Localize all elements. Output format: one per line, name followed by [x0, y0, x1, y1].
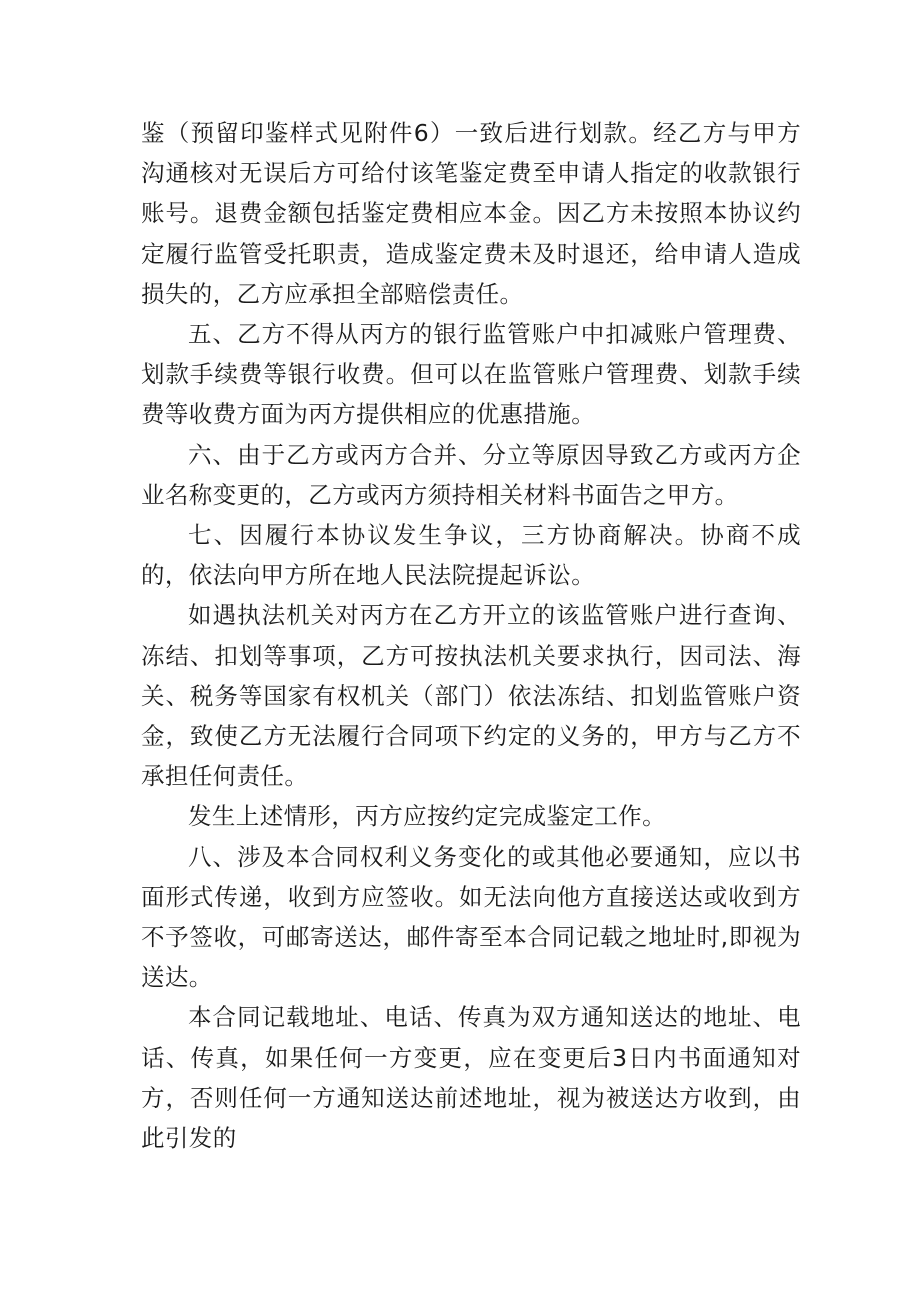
- paragraph-7: 八、涉及本合同权利义务变化的或其他必要通知，应以书面形式传递，收到方应签收。如无法向他方直接送达或收到方不予签收，可邮寄送达，邮件寄至本合同记载之地址时,即视为送达。: [141, 842, 801, 992]
- paragraph-4: 七、因履行本协议发生争议，三方协商解决。协商不成的，依法向甲方所在地人民法院提起诉讼。: [141, 521, 801, 590]
- paragraph-3: 六、由于乙方或丙方合并、分立等原因导致乙方或丙方企业名称变更的，乙方或丙方须持相关材料书面告之甲方。: [141, 440, 801, 509]
- document-body: [141, 113, 801, 1158]
- paragraph-8: 本合同记载地址、电话、传真为双方通知送达的地址、电话、传真，如果任何一方变更，应在变更后3日内书面通知对方，否则任何一方通知送达前述地址，视为被送达方收到，由此引发的: [141, 1003, 801, 1153]
- paragraph-5: 如遇执法机关对丙方在乙方开立的该监管账户进行查询、冻结、扣划等事项，乙方可按执法机关要求执行，因司法、海关、税务等国家有权机关（部门）依法冻结、扣划监管账户资金，致使乙方无法履行合同项下约定的义务的，甲方与乙方不承担任何责任。: [141, 601, 801, 791]
- paragraph-1: 鉴（预留印鉴样式见附件6）一致后进行划款。经乙方与甲方沟通核对无误后方可给付该笔鉴定费至申请人指定的收款银行账号。退费金额包括鉴定费相应本金。因乙方未按照本协议约定履行监管受托职责，造成鉴定费未及时退还，给申请人造成损失的，乙方应承担全部赔偿责任。: [141, 119, 801, 308]
- paragraph-6: 发生上述情形，丙方应按约定完成鉴定工作。: [188, 802, 666, 831]
- paragraph-2: 五、乙方不得从丙方的银行监管账户中扣减账户管理费、划款手续费等银行收费。但可以在监管账户管理费、划款手续费等收费方面为丙方提供相应的优惠措施。: [141, 320, 801, 429]
